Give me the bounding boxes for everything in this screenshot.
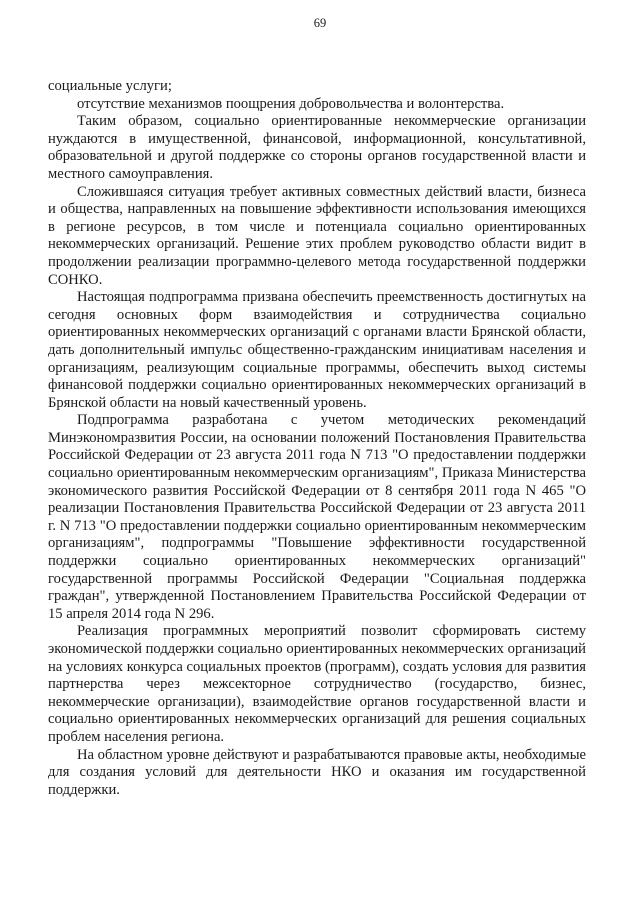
paragraph: Подпрограмма разработана с учетом методических рекомендаций Минэкономразвития России, на основании положений Постановления Правительства Российской Федерации от 23 августа 2011 года N 713 "О предоставлении поддержки социально ориентированным некоммерческим организациям", Приказа Министерства экономического развития Российской Федерации от 8 сентября 2011 года N 465 "О реализации Постановления Правительства Российской Федерации от 23 августа 2011 г. N 713 "О предоставлении поддержки социально ориентированным некоммерческим организациям", подпрограммы "Повышение эффективности государственной поддержки социально ориентированных некоммерческих организаций" государственной программы Российской Федерации "Социальная поддержка граждан", утвержденной Постановлением Правительства Российской Федерации от 15 апреля 2014 года N 296. bbox=[48, 412, 586, 622]
paragraph: социальные услуги; bbox=[48, 78, 172, 94]
paragraph: Настоящая подпрограмма призвана обеспечить преемственность достигнутых на сегодня основных форм взаимодействия и сотрудничества социально ориентированных некоммерческих организаций с органами власти Брянской области, дать дополнительный импульс общественно-гражданским инициативам населения и организациям, реализующим социальные программы, обеспечить выход системы финансовой поддержки социально ориентированных некоммерческих организаций в Брянской области на новый качественный уровень. bbox=[48, 289, 586, 411]
page-number: 69 bbox=[313, 16, 327, 30]
paragraph: Таким образом, социально ориентированные некоммерческие организации нуждаются в имущественной, финансовой, информационной, консультативной, образовательной и другой поддержке со стороны органов государственной власти и местного самоуправления. bbox=[48, 113, 586, 182]
paragraph: Реализация программных мероприятий позволит сформировать систему экономической поддержки социально ориентированных некоммерческих организаций на условиях конкурса социальных проектов (программ), создать условия для развития партнерства через межсекторное сотрудничество (государство, бизнес, некоммерческие организации), взаимодействие органов государственной власти и социально ориентированных некоммерческих организаций для решения социальных проблем населения региона. bbox=[48, 623, 586, 745]
paragraph: На областном уровне действуют и разрабатываются правовые акты, необходимые для создания условий для деятельности НКО и оказания им государственной поддержки. bbox=[48, 746, 586, 798]
document-body bbox=[48, 78, 586, 799]
paragraph: Сложившаяся ситуация требует активных совместных действий власти, бизнеса и общества, направленных на повышение эффективности использования имеющихся в регионе ресурсов, в том числе и потенциала социально ориентированных некоммерческих организаций. Решение этих проблем руководство области видит в продолжении реализации программно-целевого метода государственной поддержки СОНКО. bbox=[48, 183, 586, 288]
paragraph: отсутствие механизмов поощрения добровольчества и волонтерства. bbox=[77, 95, 505, 112]
